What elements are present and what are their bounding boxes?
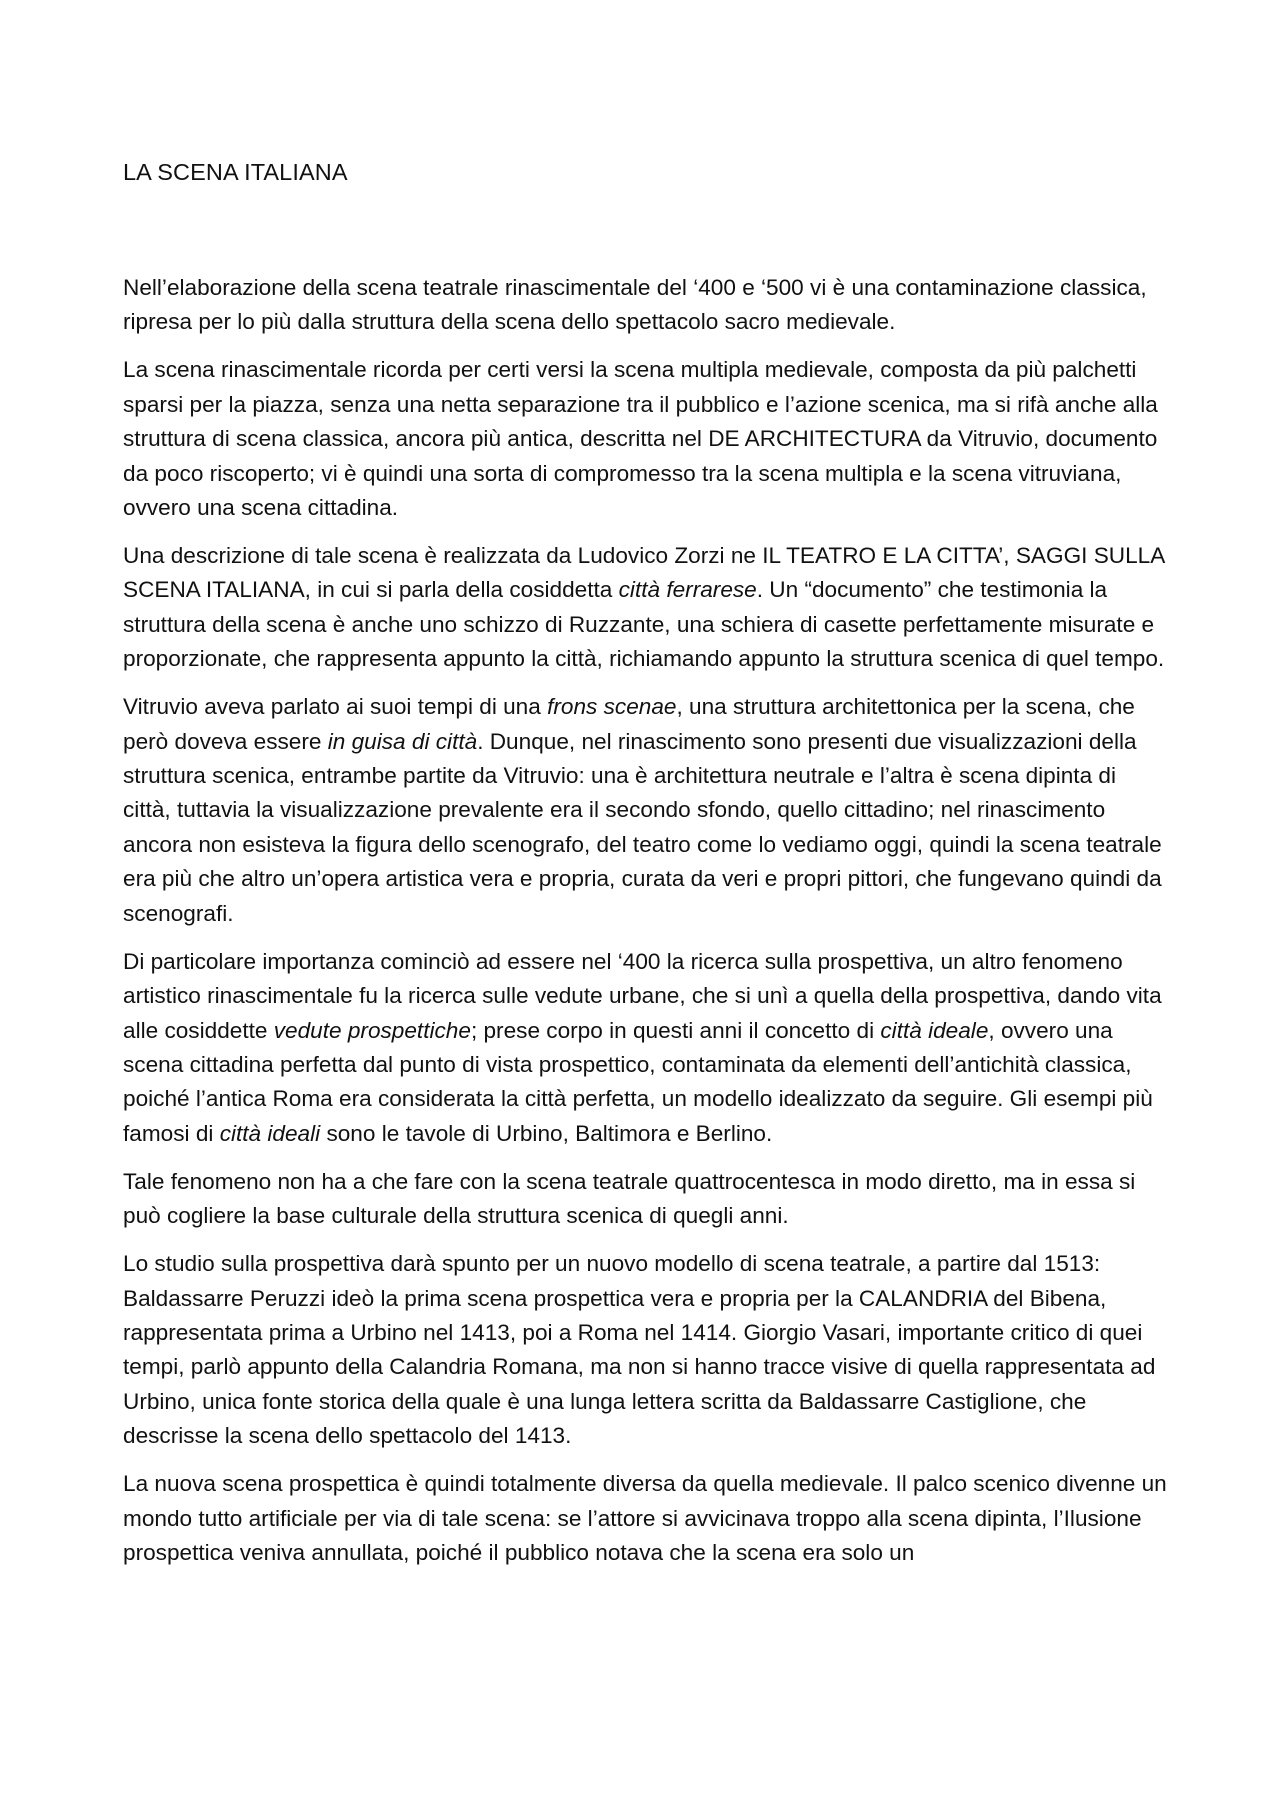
paragraph-emphasis: città ferrarese: [618, 577, 757, 603]
paragraph: [123, 271, 1169, 340]
paragraph: [123, 945, 1169, 1151]
paragraph-text: Lo studio sulla prospettiva darà spunto per un nuovo modello di scena teatrale, a partire dal 1513: Baldassarre Peruzzi ideò la prima scena prospettica vera e propria per la CALANDRIA del Bibena, rappresentata prima a Urbino nel 1413, poi a Roma nel 1414. Giorgio Vasari, importante critico di quei tempi, parlò appunto della Calandria Romana, ma non si hanno tracce visive di quella rappresentata ad Urbino, unica fonte storica della quale è una lunga lettera scritta da Baldassarre Castiglione, che descrisse la scena dello spettacolo del 1413.: [123, 1251, 1156, 1449]
paragraph-emphasis: in guisa di città: [327, 728, 478, 754]
paragraph: [123, 690, 1169, 931]
paragraph-text: La scena rinascimentale ricorda per certi versi la scena multipla medievale, composta da più palchetti sparsi per la piazza, senza una netta separazione tra il pubblico e l’azione scenica, ma si rifà anche alla struttura di scena classica, ancora più antica, descritta nel DE ARCHITECTURA da Vitruvio, documento da poco riscoperto; vi è quindi una sorta di compromesso tra la scena multipla e la scena vitruviana, ovvero una scena cittadina.: [123, 357, 1158, 521]
paragraph-emphasis: città ideali: [219, 1120, 321, 1146]
paragraph-text: , una struttura architettonica per la scena, che però doveva essere: [123, 694, 1135, 754]
paragraph-text: Nell’elaborazione della scena teatrale rinascimentale del ‘400 e ‘500 vi è una contaminazione classica, ripresa per lo più dalla struttura della scena dello spettacolo sacro medievale.: [123, 275, 1147, 335]
paragraph: [123, 1165, 1169, 1234]
paragraph-text: Una descrizione di tale scena è realizzata da Ludovico Zorzi ne IL TEATRO E LA CITTA’, SAGGI SULLA SCENA ITALIANA, in cui si parla della cosiddetta: [123, 543, 1165, 603]
paragraph-text: Vitruvio aveva parlato ai suoi tempi di una: [123, 694, 548, 720]
paragraph-text: sono le tavole di Urbino, Baltimora e Berlino.: [320, 1120, 773, 1146]
paragraph-emphasis: città ideale: [880, 1017, 989, 1043]
paragraph: [123, 353, 1169, 525]
paragraph-text: . Un “documento” che testimonia la struttura della scena è anche uno schizzo di Ruzzante, una schiera di casette perfettamente misurate e proporzionate, che rappresenta appunto la città, richiamando appunto la struttura scenica di quel tempo.: [123, 577, 1165, 672]
paragraph-text: . Dunque, nel rinascimento sono presenti due visualizzazioni della struttura scenica, entrambe partite da Vitruvio: una è architettura neutrale e l’altra è scena dipinta di città, tuttavia la visualizzazione prevalente era il secondo sfondo, quello cittadino; nel rinascimento ancora non esisteva la figura dello scenografo, del teatro come lo vediamo oggi, quindi la scena teatrale era più che altro un’opera artistica vera e propria, curata da veri e propri pittori, che fungevano quindi da scenografi.: [123, 728, 1162, 926]
paragraph-text: La nuova scena prospettica è quindi totalmente diversa da quella medievale. Il palco scenico divenne un mondo tutto artificiale per via di tale scena: se l’attore si avvicinava troppo alla scena dipinta, l’Ilusione prospettica veniva annullata, poiché il pubblico notava che la scena era solo un: [123, 1471, 1167, 1565]
paragraph-emphasis: frons scenae: [547, 694, 677, 720]
paragraph: [123, 1467, 1169, 1570]
document-body: [123, 155, 1169, 1584]
document-title: LA SCENA ITALIANA: [123, 159, 348, 185]
paragraph-emphasis: vedute prospettiche: [273, 1017, 471, 1043]
paragraph: [123, 539, 1169, 677]
paragraph-text: ; prese corpo in questi anni il concetto di: [470, 1017, 881, 1043]
paragraph-text: , ovvero una scena cittadina perfetta dal punto di vista prospettico, contaminata da elementi dell’antichità classica, poiché l’antica Roma era considerata la città perfetta, un modello idealizzato da seguire. Gli esempi più famosi di: [123, 1017, 1153, 1146]
paragraph-text: Tale fenomeno non ha a che fare con la scena teatrale quattrocentesca in modo diretto, ma in essa si può cogliere la base culturale della struttura scenica di quegli anni.: [123, 1168, 1136, 1229]
paragraph-text: Di particolare importanza cominciò ad essere nel ‘400 la ricerca sulla prospettiva, un altro fenomeno artistico rinascimentale fu la ricerca sulle vedute urbane, che si unì a quella della prospettiva, dando vita alle cosiddette: [123, 948, 1162, 1043]
paragraph: [123, 1247, 1169, 1453]
